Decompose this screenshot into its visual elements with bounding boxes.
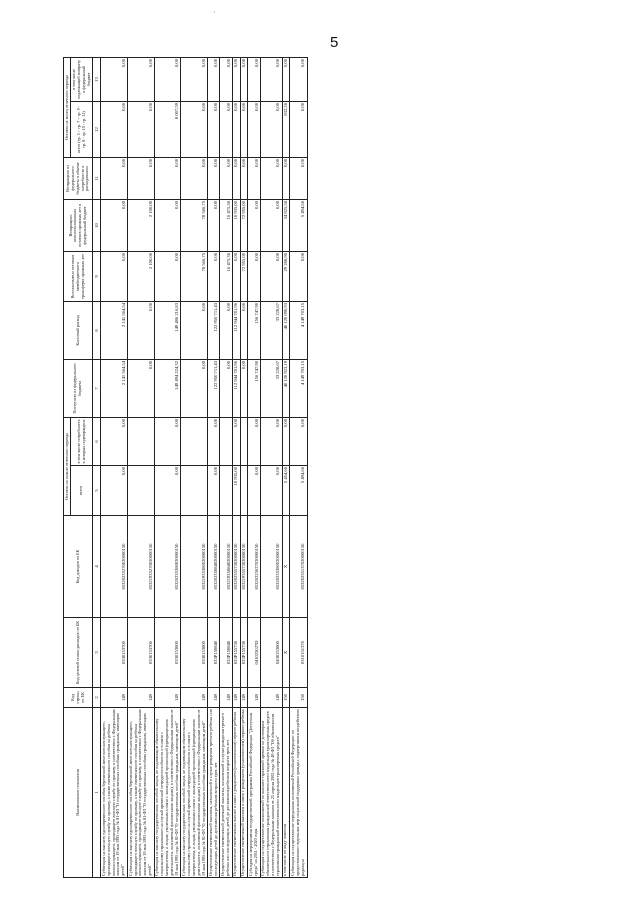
returned-need-cell: 0,00 [290, 158, 307, 200]
balance-start-total-cell: 5 494,66 [290, 466, 307, 516]
income-code-cell: 85321935380020000150 [181, 516, 208, 618]
cash-expense-cell: 0,00 [181, 302, 208, 360]
cash-expense-cell: 0,00 [220, 302, 232, 360]
received-cell: 0,00 [181, 360, 208, 418]
restored-cell: 78 566,75 [181, 252, 208, 302]
target-code-cell: 0330153700 [101, 618, 128, 688]
balance-end-total-cell: 0,00 [101, 102, 128, 158]
cash-expense-cell: 0,00 [240, 302, 248, 360]
balance-end-return-cell: 0,00 [290, 58, 307, 102]
income-code-cell: X [282, 516, 290, 618]
target-code-cell: 0310151370 [290, 618, 307, 688]
returned-need-cell: 0,00 [220, 158, 232, 200]
received-cell: 0,00 [240, 360, 248, 418]
header-total: всего [71, 466, 93, 516]
balance-start-total-cell [240, 466, 248, 516]
balance-end-total-cell: 0,00 [232, 102, 240, 158]
table-body [101, 58, 307, 878]
col-index: 10 [93, 200, 101, 252]
header-income-code: Код доходов по БК [64, 516, 93, 618]
returned-need-cell: 0,00 [260, 158, 282, 200]
line-code-cell: 149 [208, 688, 220, 708]
row-name-cell: в том числе по виду гашения [282, 708, 290, 878]
line-code-cell: 150 [290, 688, 307, 708]
balance-start-confirmed-cell: 0,00 [232, 418, 240, 466]
income-code-cell: 85320235380020000150 [154, 516, 181, 618]
balance-end-return-cell: 0,00 [208, 58, 220, 102]
returned-fed-cell: 5 494,66 [290, 200, 307, 252]
income-code-cell: 85320235380020000150 [260, 516, 282, 618]
balance-start-confirmed-cell [181, 418, 208, 466]
cash-expense-cell: 149 486 216,83 [154, 302, 181, 360]
restored-cell: 0,00 [208, 252, 220, 302]
balance-start-confirmed-cell: 0,00 [208, 418, 220, 466]
header-balance-end: Остаток на конец отчетного периода [64, 58, 71, 158]
balance-start-total-cell: 0,00 [260, 466, 282, 516]
col-index: 3 [93, 618, 101, 688]
line-code-cell: 149 [248, 688, 260, 708]
returned-fed-cell: 2 100,00 [127, 200, 154, 252]
balance-end-return-cell: 0,00 [232, 58, 240, 102]
income-code-cell: 85320235573020000150 [232, 516, 240, 618]
balance-start-confirmed-cell: 0,00 [154, 418, 181, 466]
balance-start-total-cell: 0,00 [101, 466, 128, 516]
header-need-confirmed: в том числе потребность в которых подтверждена [71, 418, 93, 466]
balance-end-total-cell: 0,00 [248, 102, 260, 158]
balance-end-return-cell: 0,00 [282, 58, 290, 102]
row-name-cell: Субвенция на выплату государственных пособий лицам, не подлежащим обязательному социальному страхованию на случай временной нетрудоспособности и в связи с материнством, и лицам, уволенным в связи с ликвидацией организаций (прекращением деятельности, полномочий физическими лицами), в соответствии с Федеральным законом от 19 мая 1995 года № 81-ФЗ "О государственных пособиях гражданам, имеющим детей" [154, 708, 181, 878]
restored-cell: 0,00 [290, 252, 307, 302]
table-row [127, 58, 154, 878]
table-row [240, 58, 248, 878]
col-index: 11 [93, 158, 101, 200]
restored-cell: 0,00 [260, 252, 282, 302]
balance-start-confirmed-cell: 0,00 [101, 418, 128, 466]
col-index: 1 [93, 708, 101, 878]
table-row [282, 58, 290, 878]
returned-fed-cell: 0,00 [154, 200, 181, 252]
table-row [154, 58, 181, 878]
balance-end-total-cell: 0,00 [260, 102, 282, 158]
balance-start-confirmed-cell: 0,00 [260, 418, 282, 466]
restored-cell: 0,00 [232, 252, 240, 302]
rotated-table-wrapper [63, 58, 609, 878]
col-index: 8 [93, 302, 101, 360]
balance-end-return-cell: 0,00 [248, 58, 260, 102]
line-code-cell: 149 [181, 688, 208, 708]
header-line-code: Код строки по ЕК [64, 688, 93, 708]
balance-end-return-cell: 0,00 [154, 58, 181, 102]
balance-end-total-cell: 832,26 [282, 102, 290, 158]
balance-end-total-cell: 0,00 [127, 102, 154, 158]
balance-start-confirmed-cell [127, 418, 154, 466]
cash-expense-cell: 40 120 090,93 [282, 302, 290, 360]
received-cell: 4 149 703,15 [290, 360, 307, 418]
col-index: 2 [93, 688, 101, 708]
row-name-cell: Осуществление ежемесячных выплат в связи с рождением (усыновлением) первого ребенка [232, 708, 240, 878]
row-name-cell: Субвенция на осуществление переданных полномочий Российской Федерации по предоставлению отдельных мер социальной поддержки граждан, подвергшихся воздействию радиации [290, 708, 307, 878]
restored-cell: 29 288,90 [282, 252, 290, 302]
header-end-return: в том числе подлежащий возврату в федеральный бюджет [71, 58, 93, 102]
table-row [181, 58, 208, 878]
received-cell: 0,00 [220, 360, 232, 418]
line-code-cell: 149 [240, 688, 248, 708]
header-balance-start: Остаток на начало отчетного периода [64, 418, 71, 516]
row-name-cell: Субсидия на мероприятия государственной программы Российской Федерации "Доступная среда" на 2011 - 2020 годы [248, 708, 260, 878]
header-returned-fed: Возвращено неиспользованных остатков прошлых лет в федеральный бюджет [64, 200, 93, 252]
balance-start-total-cell [181, 466, 208, 516]
returned-fed-cell: 0,00 [101, 200, 128, 252]
cash-expense-cell: 0,00 [127, 302, 154, 360]
header-received: Поступило из федерального бюджета [64, 360, 93, 418]
balance-start-total-cell: 5 454,66 [282, 466, 290, 516]
returned-fed-cell: 10 935,00 [232, 200, 240, 252]
line-code-cell: 149 [232, 688, 240, 708]
restored-cell: 16 475,36 [220, 252, 232, 302]
income-code-cell: 85320235137020000150 [290, 516, 307, 618]
balance-start-confirmed-cell [220, 418, 232, 466]
income-code-cell: 85320235084020000150 [208, 516, 220, 618]
income-code-cell: 85320225027020000150 [248, 516, 260, 618]
balance-end-return-cell: 0,00 [220, 58, 232, 102]
received-cell: 0,00 [127, 360, 154, 418]
balance-start-total-cell: 10 935,00 [232, 466, 240, 516]
restored-cell: 72 955,00 [240, 252, 248, 302]
col-index: 12 [93, 102, 101, 158]
balance-end-total-cell: 0,00 [220, 102, 232, 158]
page-number: 5 [330, 34, 339, 51]
col-index: 9 [93, 252, 101, 302]
income-code-cell: 85320235270020000150 [101, 516, 128, 618]
report-table [63, 57, 308, 878]
returned-fed-cell: 16 475,36 [220, 200, 232, 252]
target-code-cell: 033P155730 [240, 618, 248, 688]
table-row [260, 58, 282, 878]
income-code-cell: 85321935573020000150 [240, 516, 248, 618]
balance-start-total-cell: 0,00 [248, 466, 260, 516]
returned-need-cell: 0,00 [282, 158, 290, 200]
balance-end-total-cell: 8 007,59 [154, 102, 181, 158]
target-code-cell: 033P155730 [232, 618, 240, 688]
returned-need-cell: 0,00 [248, 158, 260, 200]
col-index: 4 [93, 516, 101, 618]
restored-cell: 0,00 [248, 252, 260, 302]
restored-cell: 0,00 [101, 252, 128, 302]
balance-end-total-cell: 0,00 [208, 102, 220, 158]
received-cell: 112 944 781,96 [232, 360, 240, 418]
table-row [290, 58, 307, 878]
received-cell: 40 120 923,19 [282, 360, 290, 418]
balance-start-confirmed-cell [240, 418, 248, 466]
returned-fed-cell: 34 825,58 [282, 200, 290, 252]
row-name-cell: Субвенция на выплату государственных пособий лицам, не подлежащим обязательному социальному страхованию на случай временной нетрудоспособности и в связи с материнством, и лицам, уволенным в связи с ликвидацией организаций (прекращением деятельности, полномочий физическими лицами), в соответствии с Федеральным законом от 19 мая 1995 года № 81-ФЗ "О государственных пособиях гражданам, имеющим детей" [181, 708, 208, 878]
income-code-cell: 85321935270020000150 [127, 516, 154, 618]
row-name-cell: Субвенция на выплату единовременного пособия беременной жене военнослужащего, проходящего военную службу по призыву, а также ежемесячного пособия на ребенка военнослужащего, проходящего военную службу по призыву, в соответствии с Федеральным законом от 19 мая 1995 года № 81-ФЗ "О государственных пособиях гражданам, имеющим детей" [101, 708, 128, 878]
cash-expense-cell: 2 141 564,54 [101, 302, 128, 360]
header-returned-need: Возвращено из федерального бюджета в объеме потребности в расходовании [64, 158, 93, 200]
col-index: 6 [93, 418, 101, 466]
balance-end-return-cell: 0,00 [127, 58, 154, 102]
returned-fed-cell: 0,00 [248, 200, 260, 252]
target-code-cell: 0430253800 [260, 618, 282, 688]
balance-end-total-cell: 0,00 [290, 102, 307, 158]
balance-start-confirmed-cell: 0,00 [282, 418, 290, 466]
received-cell: 156 747,90 [248, 360, 260, 418]
header-restored: Восстановлено остатков межбюджетного трансферта прошлых лет [64, 252, 93, 302]
line-code-cell: 149 [127, 688, 154, 708]
balance-start-confirmed-cell: 0,00 [290, 418, 307, 466]
received-cell: 33 228,67 [260, 360, 282, 418]
income-code-cell: 85321935084020000150 [220, 516, 232, 618]
returned-need-cell: 0,00 [154, 158, 181, 200]
cash-expense-cell: 122 950 711,43 [208, 302, 220, 360]
row-name-cell: Осуществление ежемесячной выплаты, назначенной в случае рождения третьего ребенка или последующих детей до достижения ребенком возраста трех лет [208, 708, 220, 878]
cash-expense-cell: 156 747,90 [248, 302, 260, 360]
returned-need-cell: 0,00 [240, 158, 248, 200]
received-cell: 2 141 564,54 [101, 360, 128, 418]
col-index: 13 [93, 58, 101, 102]
cash-expense-cell: 33 228,67 [260, 302, 282, 360]
row-name-cell: Осуществление ежемесячной выплаты в связи с рождением (усыновлением) первого ребенка [240, 708, 248, 878]
col-index: 7 [93, 360, 101, 418]
col-index: 5 [93, 466, 101, 516]
returned-fed-cell: 78 566,75 [181, 200, 208, 252]
balance-end-total-cell: 0,00 [181, 102, 208, 158]
header-end-total: всего (гр. 5 + гр. 7 + гр. 9 - гр. 8 - гр. 10 - гр. 11) [71, 102, 93, 158]
returned-need-cell: 0,00 [232, 158, 240, 200]
target-code-cell: 033P150840 [208, 618, 220, 688]
table-row [208, 58, 220, 878]
header-name: Наименование показателя [64, 708, 93, 878]
header-cash-expense: Кассовый расход [64, 302, 93, 360]
balance-end-return-cell: 0,00 [181, 58, 208, 102]
received-cell: 149 494 224,32 [154, 360, 181, 418]
returned-need-cell: 0,00 [101, 158, 128, 200]
balance-end-total-cell: 0,00 [240, 102, 248, 158]
restored-cell: 0,00 [154, 252, 181, 302]
corner-mark: ' [214, 12, 215, 17]
balance-start-total-cell: 0,00 [208, 466, 220, 516]
line-code-cell: 149 [260, 688, 282, 708]
table-row [101, 58, 128, 878]
cash-expense-cell: 112 944 781,96 [232, 302, 240, 360]
balance-start-total-cell [127, 466, 154, 516]
balance-start-confirmed-cell: 0,00 [248, 418, 260, 466]
target-code-cell: 0330153700 [127, 618, 154, 688]
balance-start-total-cell [220, 466, 232, 516]
received-cell: 122 950 711,43 [208, 360, 220, 418]
target-code-cell: 0330153800 [154, 618, 181, 688]
balance-end-return-cell: 0,00 [240, 58, 248, 102]
target-code-cell: X [282, 618, 290, 688]
returned-need-cell: 0,00 [127, 158, 154, 200]
target-code-cell: 0330153800 [181, 618, 208, 688]
returned-fed-cell: 0,00 [208, 200, 220, 252]
header-target-code: Код целевой статьи расходов по БК [64, 618, 93, 688]
returned-fed-cell: 0,00 [260, 200, 282, 252]
cash-expense-cell: 4 149 703,15 [290, 302, 307, 360]
returned-need-cell: 0,00 [181, 158, 208, 200]
target-code-cell: 033P150840 [220, 618, 232, 688]
line-code-cell: 150 [282, 688, 290, 708]
returned-fed-cell: 72 955,00 [240, 200, 248, 252]
row-name-cell: Осуществление ежемесячной денежной выплаты, назначенной в случае рождения третьего ребенка или последующих детей до достижения ребенком возраста трех лет [220, 708, 232, 878]
line-code-cell: 149 [154, 688, 181, 708]
returned-need-cell: 0,00 [208, 158, 220, 200]
balance-start-total-cell: 0,00 [154, 466, 181, 516]
line-code-cell: 149 [220, 688, 232, 708]
target-code-cell: 041025027D [248, 618, 260, 688]
table-row [248, 58, 260, 878]
line-code-cell: 149 [101, 688, 128, 708]
balance-end-return-cell: 0,00 [260, 58, 282, 102]
table-row [232, 58, 240, 878]
balance-end-return-cell: 0,00 [101, 58, 128, 102]
restored-cell: 2 100,00 [127, 252, 154, 302]
row-name-cell: Субвенция на осуществление полномочий по выплате страховой премии по договорам обязательного страхования гражданской ответственности владельцев транспортных средств в соответствии с Федеральным законом от 25 апреля 2002 года № 40-ФЗ "Об обязательном страховании гражданской ответственности владельцев транспортных средств" [260, 708, 282, 878]
table-row [220, 58, 232, 878]
row-name-cell: Субвенция на выплату единовременного пособия беременной жене военнослужащего, проходящего военную службу по призыву, а также ежемесячного пособия на ребенка военнослужащего, проходящего военную службу по призыву, в соответствии с Федеральным законом от 19 мая 1995 года № 81-ФЗ "О государственных пособиях гражданам, имеющим детей" [127, 708, 154, 878]
